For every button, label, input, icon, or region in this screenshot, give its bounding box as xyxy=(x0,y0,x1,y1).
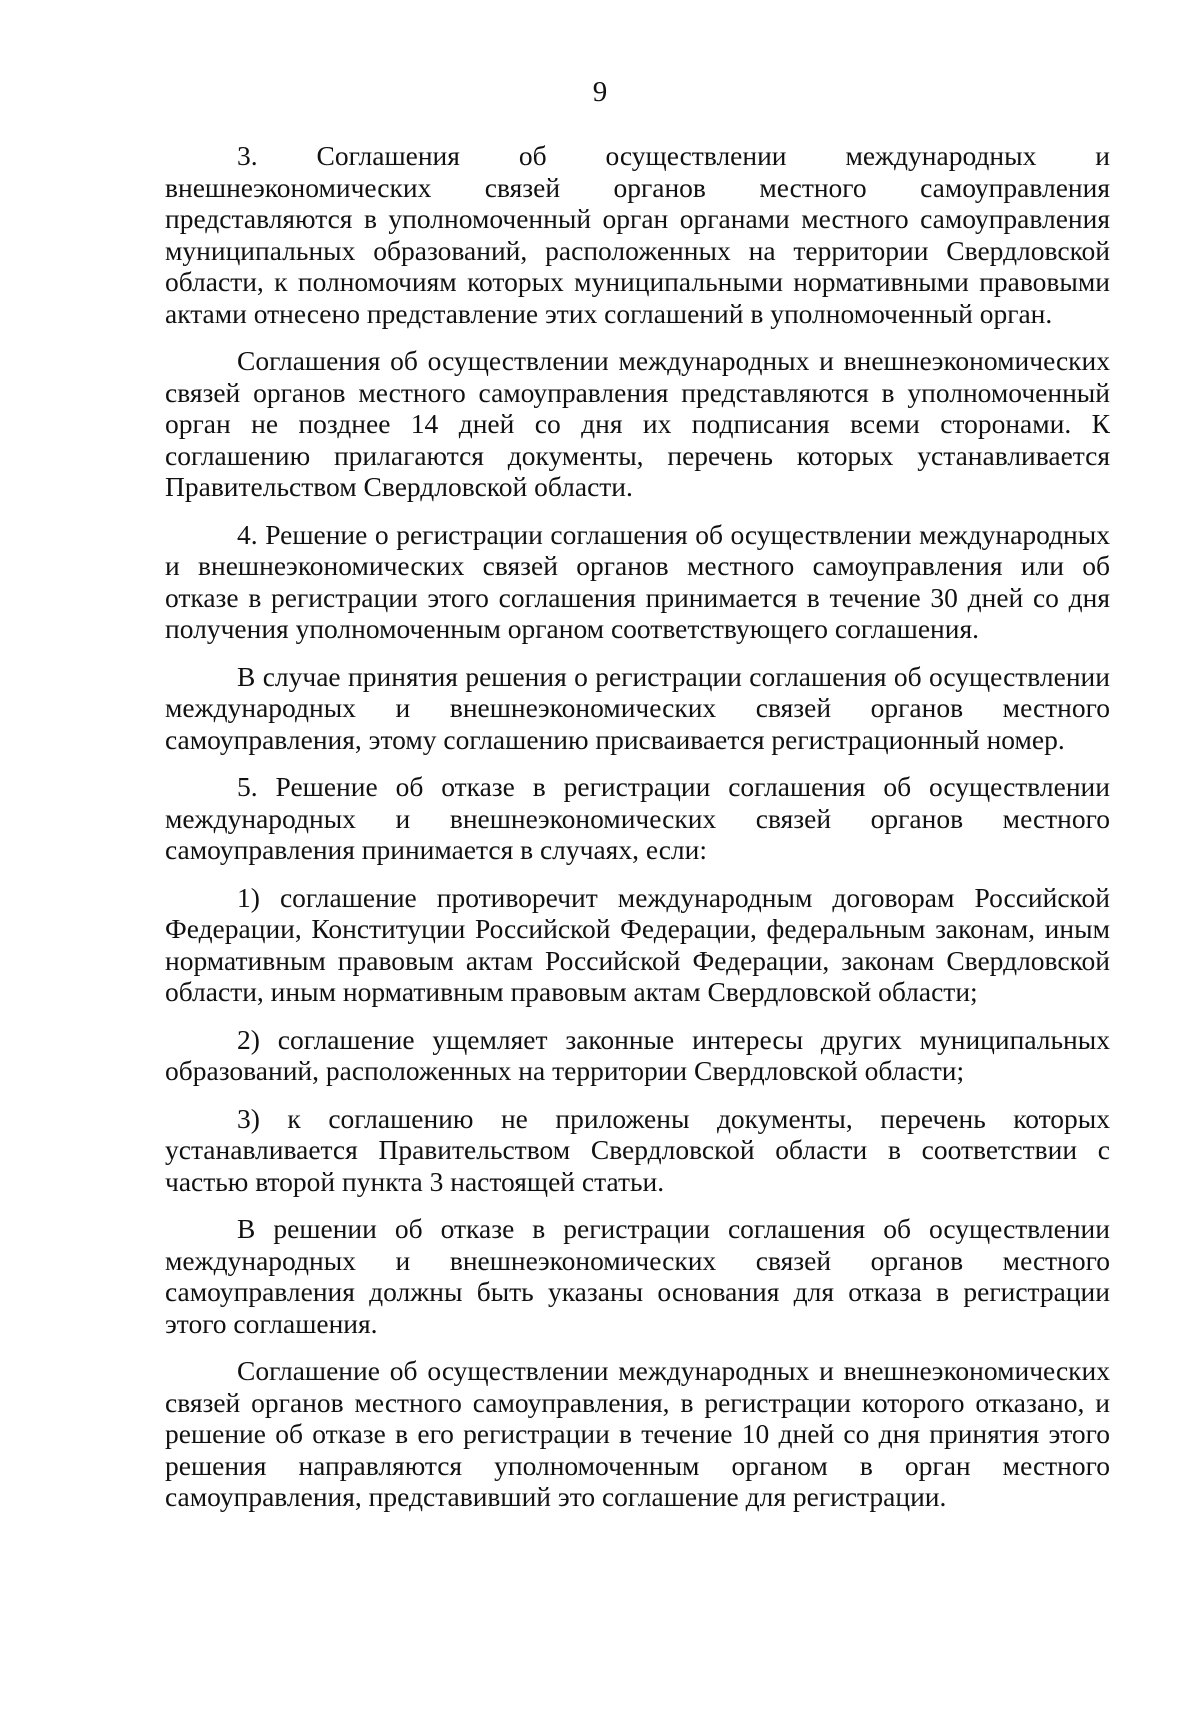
paragraph-4-registration-number: В случае принятия решения о регистрации соглашения об осуществлении международных и внешнеэкономических связей органов местного самоуправления, этому соглашению присваивается регистрационный номер. xyxy=(165,660,1110,755)
paragraph-3-deadline: Соглашения об осуществлении международных и внешнеэкономических связей органов местного самоуправления представляются в уполномоченный орган не позднее 14 дней со дня их подписания всеми сторонами. К соглашению прилагаются документы, перечень которых устанавливается Правительством Свердловской области. xyxy=(165,345,1110,502)
paragraph-refusal-grounds: В решении об отказе в регистрации соглашения об осуществлении международных и внешнеэкономических связей органов местного самоуправления должны быть указаны основания для отказа в регистрации этого соглашения. xyxy=(165,1213,1110,1339)
document-body xyxy=(165,140,1110,1513)
list-item-refusal-3: 3) к соглашению не приложены документы, перечень которых устанавливается Правительством Свердловской области в соответствии с частью второй пункта 3 настоящей статьи. xyxy=(165,1102,1110,1197)
paragraph-4-registration-decision: 4. Решение о регистрации соглашения об осуществлении международных и внешнеэкономических связей органов местного самоуправления или об отказе в регистрации этого соглашения принимается в течение 30 дней со дня получения уполномоченным органом соответствующего соглашения. xyxy=(165,518,1110,644)
paragraph-5-refusal-cases: 5. Решение об отказе в регистрации соглашения об осуществлении международных и внешнеэкономических связей органов местного самоуправления принимается в случаях, если: xyxy=(165,771,1110,865)
paragraph-3-submission: 3. Соглашения об осуществлении международных и внешнеэкономических связей органов местного самоуправления представляются в уполномоченный орган органами местного самоуправления муниципальных образований, расположенных на территории Свердловской области, к полномочиям которых муниципальными нормативными правовыми актами отнесено представление этих соглашений в уполномоченный орган. xyxy=(165,140,1110,329)
page-number: 9 xyxy=(592,76,608,108)
list-item-refusal-1: 1) соглашение противоречит международным договорам Российской Федерации, Конституции Российской Федерации, федеральным законам, иным нормативным правовым актам Российской Федерации, законам Свердловской области, иным нормативным правовым актам Свердловской области; xyxy=(165,881,1110,1007)
list-item-refusal-2: 2) соглашение ущемляет законные интересы других муниципальных образований, расположенных на территории Свердловской области; xyxy=(165,1023,1110,1086)
paragraph-refusal-return: Соглашение об осуществлении международных и внешнеэкономических связей органов местного самоуправления, в регистрации которого отказано, и решение об отказе в его регистрации в течение 10 дней со дня принятия этого решения направляются уполномоченным органом в орган местного самоуправления, представивший это соглашение для регистрации. xyxy=(165,1355,1110,1512)
